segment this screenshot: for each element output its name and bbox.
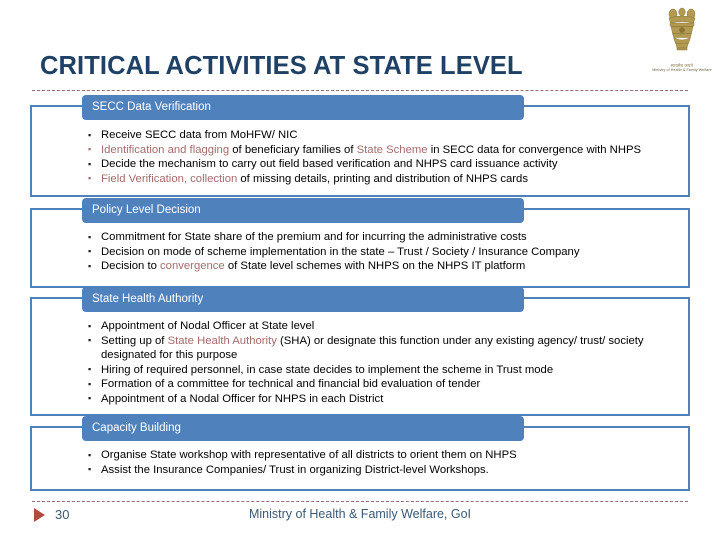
emblem-motto: सत्यमेव जयते [670, 63, 694, 68]
slide-number: 30 [55, 507, 70, 522]
bullet-item [88, 245, 674, 260]
national-emblem [650, 4, 714, 86]
bullet-item [88, 377, 674, 392]
activity-box-header: SECC Data Verification [82, 95, 524, 120]
bullet-text: Formation of a committee for technical and financial bid evaluation of tender [101, 378, 481, 391]
bullet-text: Commitment for State share of the premium and for incurring the administrative costs [101, 231, 527, 243]
highlighted-text: Identification and flagging [101, 143, 230, 156]
bullet-item [88, 259, 674, 274]
page-title: CRITICAL ACTIVITIES AT STATE LEVEL [40, 52, 523, 80]
bullet-text: Decision on mode of scheme implementation in the state – Trust / Society / Insurance Company [101, 245, 580, 258]
emblem-subtitle: Ministry of Health & Family Welfare [652, 68, 712, 73]
activity-box-header: Capacity Building [82, 416, 524, 441]
footer-text: Ministry of Health & Family Welfare, GoI [248, 507, 472, 521]
activity-box-body [32, 107, 688, 194]
bullet-text: Receive SECC data from MoHFW/ NIC [101, 129, 298, 141]
bullet-text: Setting up of [101, 334, 168, 347]
bullet-item [88, 230, 674, 245]
bullet-item [88, 143, 674, 158]
activity-box-capacity-building [30, 422, 690, 491]
highlighted-text: convergence [160, 260, 225, 273]
bullet-list [88, 319, 674, 407]
divider-bottom [32, 501, 688, 502]
divider-top [32, 90, 688, 91]
bullet-list [88, 230, 674, 274]
bullet-list [88, 128, 674, 186]
bullet-text: (SHA) or designate this function under any existing agency/ trust/ society designated for this purpose [101, 334, 644, 362]
bullet-item [88, 363, 674, 378]
highlighted-text: Field Verification, collection [101, 172, 238, 185]
activity-box-header: Policy Level Decision [82, 198, 524, 223]
bullet-item [88, 319, 674, 334]
bullet-item [88, 463, 674, 478]
bullet-text: Appointment of Nodal Officer at State level [101, 320, 315, 332]
bullet-list [88, 448, 674, 477]
activity-box-secc-data-verification [30, 101, 690, 197]
bullet-text: Hiring of required personnel, in case state decides to implement the scheme in Trust mode [101, 363, 554, 376]
bullet-text: Organise State workshop with representative of all districts to orient them on NHPS [101, 449, 517, 461]
activity-box-state-health-authority [30, 293, 690, 416]
bullet-text: of State level schemes with NHPS on the NHPS IT platform [224, 260, 526, 273]
bullet-item [88, 172, 674, 187]
activity-box-header: State Health Authority [82, 287, 524, 312]
bullet-item [88, 448, 674, 463]
bullet-text: in SECC data for convergence with NHPS [427, 143, 642, 156]
bullet-item [88, 392, 674, 407]
bullet-item [88, 334, 674, 363]
bullet-item [88, 157, 674, 172]
bullet-text: Appointment of a Nodal Officer for NHPS in each District [101, 392, 384, 405]
bullet-item [88, 128, 674, 143]
activity-box-body [32, 299, 688, 415]
bullet-text: of missing details, printing and distribution of NHPS cards [237, 172, 528, 185]
bullet-text: Assist the Insurance Companies/ Trust in organizing District-level Workshops. [101, 463, 489, 476]
activity-box-policy-level-decision [30, 204, 690, 288]
ashoka-lion-capital-icon [659, 4, 705, 62]
highlighted-text: State Scheme [356, 143, 428, 156]
bullet-text: Decision to [101, 260, 161, 273]
bullet-text: of beneficiary families of [229, 143, 357, 156]
bullet-text: Decide the mechanism to carry out field based verification and NHPS card issuance activity [101, 158, 558, 171]
highlighted-text: State Health Authority [167, 334, 277, 347]
